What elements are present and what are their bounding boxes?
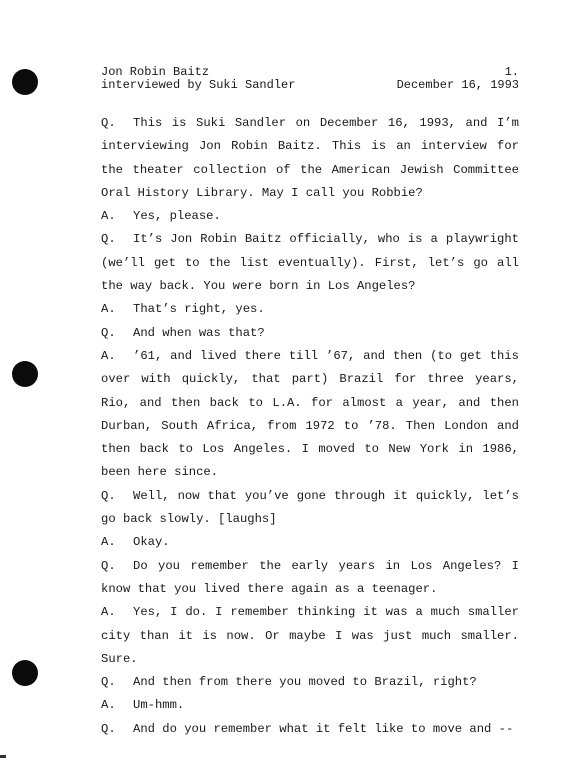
transcript-paragraph bbox=[101, 694, 519, 717]
page-number: 1. bbox=[504, 65, 519, 79]
speaker-label: Q. bbox=[101, 232, 116, 247]
paragraph-text: Yes, I do. I remember thinking it was a much smaller city than it is now. Or maybe I was just much smaller. Sure. bbox=[101, 605, 519, 666]
paragraph-text: Um-hmm. bbox=[133, 698, 185, 713]
speaker-label: A. bbox=[101, 605, 116, 620]
paragraph-text: And then from there you moved to Brazil, right? bbox=[133, 675, 477, 690]
paragraph-text: Well, now that you’ve gone through it quickly, let’s go back slowly. [laughs] bbox=[101, 488, 519, 527]
header-row-bottom bbox=[101, 79, 519, 92]
speaker-label: A. bbox=[101, 209, 116, 224]
speaker-label: Q. bbox=[101, 116, 116, 130]
interview-date: December 16, 1993 bbox=[396, 78, 519, 92]
paragraph-text: ’61, and lived there till ’67, and then (to get this over with quickly, that part) Brazil for three years, Rio, and then back to L.A. for almost a year, and then Durban, South Africa, from 1972 to ’78. Then London and then back to Los Angeles. I moved to New York in 1986, been here since. bbox=[101, 348, 519, 480]
interviewee-name: Jon Robin Baitz bbox=[101, 65, 210, 79]
speaker-label: A. bbox=[101, 535, 116, 550]
transcript-paragraph bbox=[101, 228, 519, 298]
punch-hole-middle bbox=[12, 361, 38, 387]
transcript-paragraph bbox=[101, 531, 519, 554]
speaker-label: A. bbox=[101, 698, 116, 713]
transcript-paragraph bbox=[101, 485, 519, 532]
punch-hole-bottom bbox=[12, 660, 38, 686]
transcript-paragraph bbox=[101, 322, 519, 345]
paragraph-text: And when was that? bbox=[133, 325, 265, 340]
paragraph-text: This is Suki Sandler on December 16, 1993, and I’m interviewing Jon Robin Baitz. This is an interview for the theater collection of the American Jewish Committee Oral History Library. May I call you Robbie? bbox=[101, 116, 519, 200]
transcript-paragraph bbox=[101, 671, 519, 694]
interviewer-line: interviewed by Suki Sandler bbox=[101, 78, 296, 92]
speaker-label: Q. bbox=[101, 721, 116, 736]
transcript-body bbox=[101, 112, 519, 741]
speaker-label: A. bbox=[101, 348, 116, 363]
speaker-label: Q. bbox=[101, 675, 116, 690]
speaker-label: Q. bbox=[101, 488, 116, 503]
paragraph-text: Okay. bbox=[133, 535, 170, 550]
speaker-label: A. bbox=[101, 302, 116, 317]
page-header bbox=[101, 66, 519, 92]
transcript-paragraph bbox=[101, 601, 519, 671]
transcript-paragraph bbox=[101, 345, 519, 485]
transcript-paragraph bbox=[101, 112, 519, 205]
transcript-paragraph bbox=[101, 555, 519, 602]
scan-edge-mark bbox=[0, 755, 6, 758]
paragraph-text: It’s Jon Robin Baitz officially, who is a playwright (we’ll get to the list eventually). First, let’s go all the way back. You were born in Los Angeles? bbox=[101, 232, 519, 294]
paragraph-text: Do you remember the early years in Los Angeles? I know that you lived there again as a teenager. bbox=[101, 558, 519, 596]
transcript-paragraph bbox=[101, 298, 519, 321]
transcript-paragraph bbox=[101, 718, 519, 741]
paragraph-text: And do you remember what it felt like to move and -- bbox=[133, 721, 514, 736]
speaker-label: Q. bbox=[101, 325, 116, 340]
transcript-paragraph bbox=[101, 205, 519, 228]
paragraph-text: That’s right, yes. bbox=[133, 302, 265, 317]
punch-hole-top bbox=[12, 69, 38, 95]
speaker-label: Q. bbox=[101, 558, 116, 573]
paragraph-text: Yes, please. bbox=[133, 209, 221, 224]
